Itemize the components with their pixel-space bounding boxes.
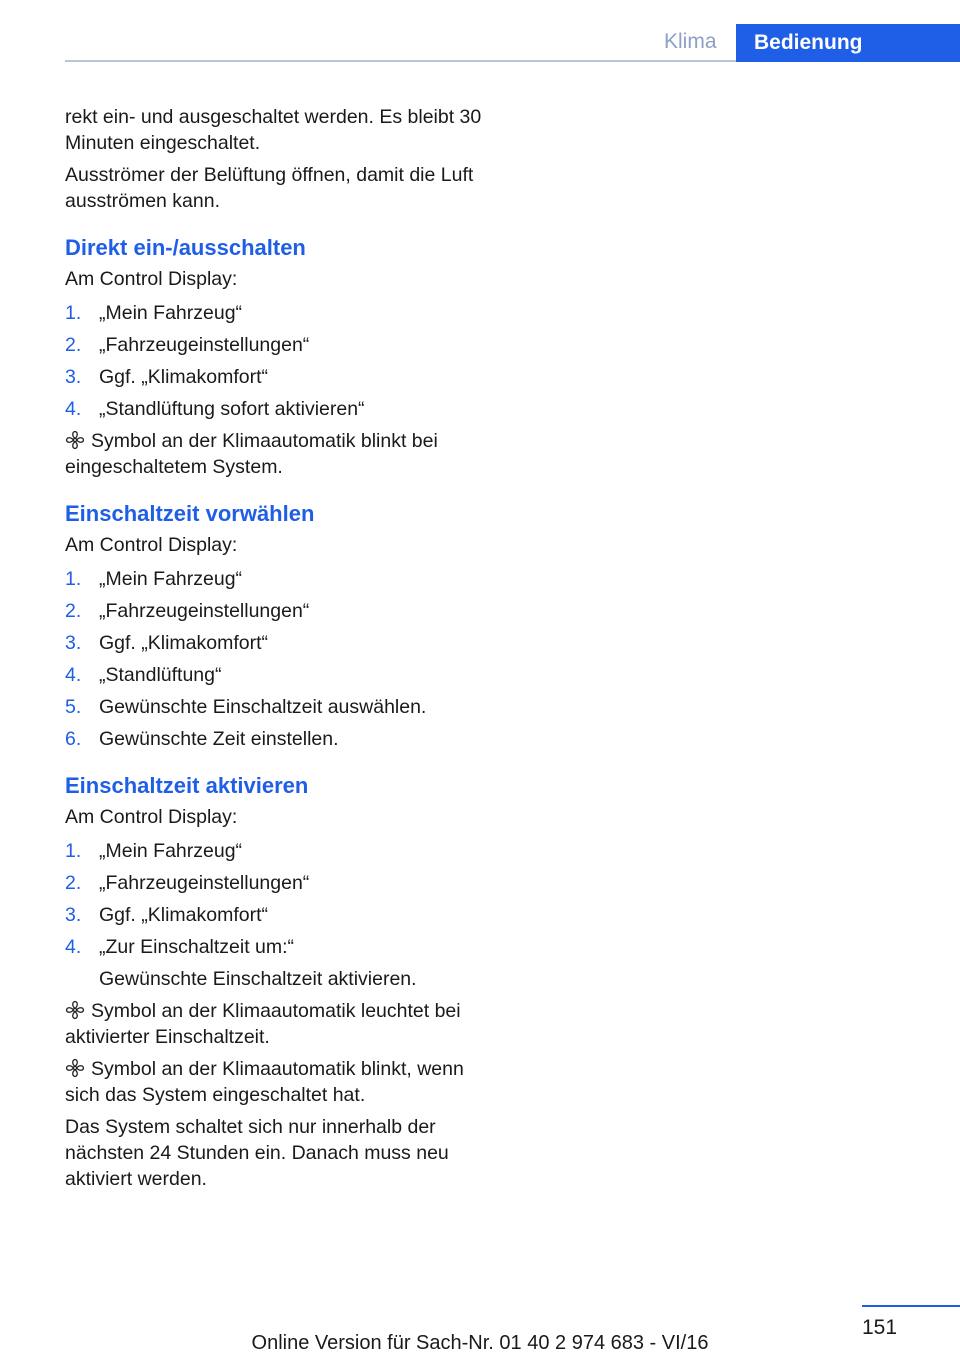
tab-bedienung[interactable]: Bedienung <box>736 24 960 62</box>
step-text: Ggf. „Klimakomfort“ <box>99 904 269 926</box>
step-number: 3. <box>65 366 82 388</box>
step-number: 1. <box>65 840 82 862</box>
step-number: 1. <box>65 568 82 590</box>
list-item <box>65 662 485 688</box>
step-number: 4. <box>65 664 82 686</box>
step-number: 2. <box>65 872 82 894</box>
closing-paragraph: Das System schaltet sich nur innerhalb der nächsten 24 Stunden ein. Danach muss neu aktiviert werden. <box>65 1116 449 1190</box>
step-text: „Standlüftung“ <box>99 664 222 686</box>
fan-icon <box>65 430 85 450</box>
intro-paragraph-2: Ausströmer der Belüftung öffnen, damit die Luft ausströmen kann. <box>65 164 474 212</box>
section-lead: Am Control Display: <box>65 268 238 290</box>
page-number: 151 <box>862 1316 898 1339</box>
step-subtext: Gewünschte Einschaltzeit aktivieren. <box>99 968 417 990</box>
tab-klima[interactable]: Klima <box>664 30 717 53</box>
steps-list-direkt <box>65 300 485 422</box>
note-text: Symbol an der Klimaautomatik blinkt, wenn sich das System eingeschaltet hat. <box>65 1058 464 1106</box>
step-number: 2. <box>65 334 82 356</box>
intro-paragraph-1: rekt ein- und ausgeschaltet werden. Es bleibt 30 Minuten eingeschaltet. <box>65 106 482 154</box>
section-lead: Am Control Display: <box>65 806 238 828</box>
footer-divider <box>862 1305 960 1307</box>
list-item <box>65 726 485 752</box>
step-text: „Standlüftung sofort aktivieren“ <box>99 398 365 420</box>
step-text: Gewünschte Einschaltzeit auswählen. <box>99 696 427 718</box>
step-text: „Mein Fahrzeug“ <box>99 568 243 590</box>
list-item <box>65 396 485 422</box>
steps-list-aktivieren <box>65 838 485 992</box>
step-number: 5. <box>65 696 82 718</box>
list-item <box>65 630 485 656</box>
list-item <box>65 300 485 326</box>
step-number: 4. <box>65 398 82 420</box>
list-item <box>65 598 485 624</box>
list-item <box>65 902 485 928</box>
note-text: Symbol an der Klimaautomatik leuchtet bei aktivierter Einschaltzeit. <box>65 1000 461 1048</box>
step-number: 6. <box>65 728 82 750</box>
list-item <box>65 838 485 864</box>
list-item <box>65 934 485 992</box>
list-item <box>65 332 485 358</box>
step-text: „Fahrzeugeinstellungen“ <box>99 872 310 894</box>
list-item <box>65 364 485 390</box>
step-text: „Mein Fahrzeug“ <box>99 840 243 862</box>
step-number: 2. <box>65 600 82 622</box>
step-text: Ggf. „Klimakomfort“ <box>99 366 269 388</box>
step-text: „Mein Fahrzeug“ <box>99 302 243 324</box>
list-item <box>65 694 485 720</box>
steps-list-vorwaehlen <box>65 566 485 752</box>
list-item <box>65 870 485 896</box>
note-blinkt <box>65 428 485 480</box>
list-item <box>65 566 485 592</box>
step-number: 3. <box>65 632 82 654</box>
section-title-aktivieren: Einschaltzeit aktivieren <box>65 773 309 798</box>
fan-icon <box>65 1058 85 1078</box>
step-text: Ggf. „Klimakomfort“ <box>99 632 269 654</box>
step-number: 4. <box>65 936 82 958</box>
note-blinkt-wenn <box>65 1056 485 1108</box>
page-content <box>65 104 485 1198</box>
footer-version-text: Online Version für Sach-Nr. 01 40 2 974 683 - VI/16 <box>251 1332 709 1354</box>
section-lead: Am Control Display: <box>65 534 238 556</box>
fan-icon <box>65 1000 85 1020</box>
step-text: Gewünschte Zeit einstellen. <box>99 728 339 750</box>
step-text: „Fahrzeugeinstellungen“ <box>99 600 310 622</box>
note-leuchtet <box>65 998 485 1050</box>
note-text: Symbol an der Klimaautomatik blinkt bei eingeschaltetem System. <box>65 430 438 478</box>
step-number: 1. <box>65 302 82 324</box>
step-number: 3. <box>65 904 82 926</box>
section-title-vorwaehlen: Einschaltzeit vorwählen <box>65 501 315 526</box>
step-text: „Zur Einschaltzeit um:“ <box>99 936 295 958</box>
section-title-direkt: Direkt ein-/ausschalten <box>65 235 306 260</box>
step-text: „Fahrzeugeinstellungen“ <box>99 334 310 356</box>
